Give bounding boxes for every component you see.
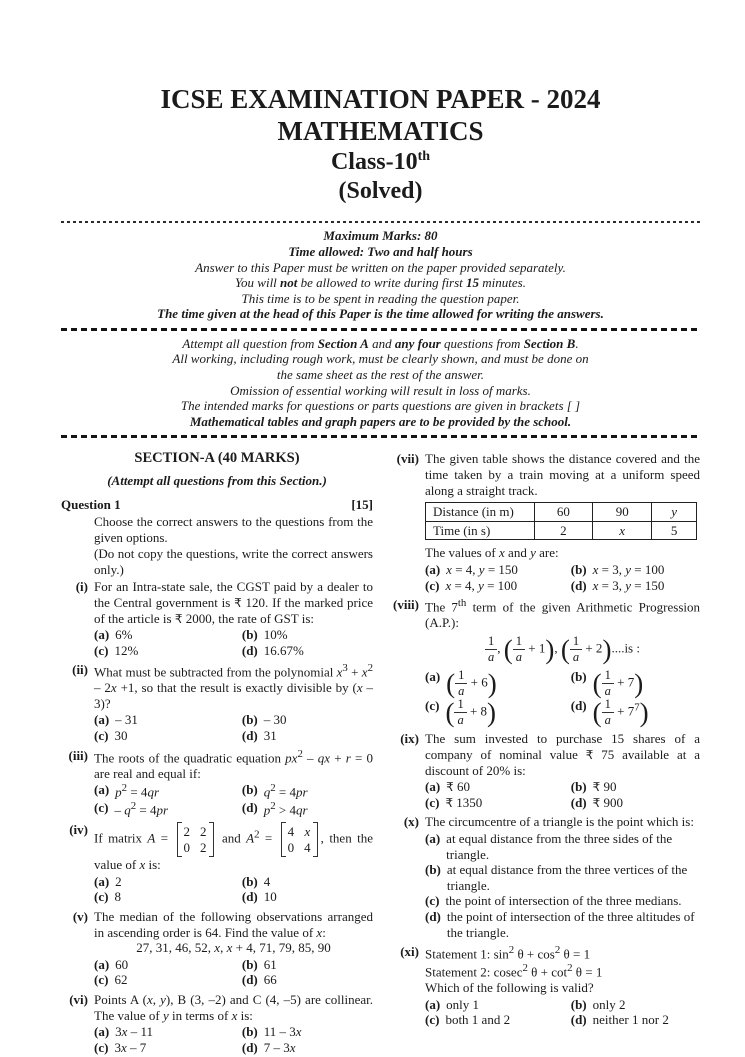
option	[242, 972, 373, 988]
option-text: 4	[263, 873, 271, 889]
option	[242, 889, 373, 905]
option	[94, 712, 242, 728]
question-text: The roots of the quadratic equation $px^2$ – qx + r = 0 are real and equal if:	[94, 747, 373, 781]
option	[94, 1040, 242, 1056]
question-text: The circumcentre of a triangle is the point which is:	[425, 814, 694, 830]
option-letter: (b)	[241, 956, 258, 972]
option-text: ₹ 1350	[445, 794, 483, 810]
question-number: (i)	[75, 579, 88, 595]
option-letter: (a)	[425, 668, 441, 684]
option-text: 8	[114, 889, 121, 905]
option-text: $p^2 = 4qr$	[115, 782, 159, 800]
question-subtext: The values of x and y are:	[425, 545, 559, 561]
options	[94, 1024, 373, 1055]
option-text: at equal distance from the three vertices of the triangle.	[446, 862, 688, 893]
option-letter: (a)	[425, 562, 441, 577]
option-text: x = 3, y = 100	[592, 562, 665, 577]
option	[425, 669, 571, 698]
option	[571, 698, 700, 727]
option-letter: (b)	[570, 668, 587, 684]
option	[425, 795, 571, 811]
option	[425, 997, 571, 1013]
option	[425, 909, 700, 940]
section-heading: SECTION-A (40 MARKS)	[134, 450, 300, 467]
question-number: (x)	[403, 814, 419, 830]
option-letter: (a)	[94, 873, 110, 889]
option-text: ( $\frac{1}{a}$ + $7^7$)	[592, 697, 649, 728]
option-letter: (b)	[570, 779, 587, 795]
notice-line: Attempt all question from Section A and any four questions from Section B.	[182, 335, 579, 351]
option-text: 7 – 3x	[263, 1039, 296, 1055]
question-number: (ix)	[400, 731, 419, 747]
dashed-rule-bottom	[61, 435, 700, 438]
notice-line: The time given at the head of this Paper is the time allowed for writing the answers.	[157, 306, 604, 322]
option-letter: (c)	[94, 642, 109, 658]
options	[94, 782, 373, 818]
question-number: (vi)	[69, 991, 88, 1007]
question-1-instruction-note: (Do not copy the questions, write the correct answers only.)	[94, 546, 373, 577]
table-cell: Time (in s)	[426, 521, 535, 540]
option	[242, 874, 373, 890]
question-x	[388, 814, 700, 942]
option-text: 62	[114, 972, 128, 988]
option	[94, 957, 242, 973]
option-letter: (b)	[241, 873, 258, 889]
option-letter: (d)	[241, 728, 258, 744]
question-1-instruction: Choose the correct answers to the questions from the given options.	[94, 514, 373, 545]
table-cell: 60	[534, 503, 593, 522]
question-ix	[388, 731, 700, 812]
option-text: – 31	[115, 712, 138, 728]
question-iv	[61, 822, 373, 907]
options	[94, 874, 373, 905]
option-text: 66	[263, 972, 277, 988]
question-number: (xi)	[400, 944, 419, 960]
option	[242, 800, 373, 818]
option-text: – 30	[263, 712, 287, 728]
observation-values: 27, 31, 46, 52, x, x + 4, 71, 79, 85, 90	[136, 940, 331, 956]
option-letter: (d)	[425, 908, 441, 924]
notice-line: Answer to this Paper must be written on the paper provided separately.	[195, 259, 566, 275]
option-text: 12%	[114, 642, 139, 658]
option-text: 3x – 11	[115, 1024, 153, 1040]
option-text: the point of intersection of the three medians.	[445, 893, 682, 909]
paper-class: Class-10th	[330, 148, 431, 175]
notice-line: You will not be allowed to write during first 15 minutes.	[235, 275, 526, 291]
table-cell: Distance (in m)	[426, 503, 535, 522]
option	[425, 1012, 571, 1028]
option-letter: (c)	[425, 698, 440, 714]
table-cell: 5	[652, 521, 697, 540]
option	[571, 779, 700, 795]
option-letter: (c)	[94, 728, 109, 744]
option	[571, 562, 700, 578]
option-letter: (a)	[425, 996, 441, 1012]
option-letter: (b)	[241, 782, 258, 798]
option-text: – $q^2 = 4pr$	[114, 800, 169, 818]
statement-2: Statement 2: cosec$^2$ $\theta + \cot^2 \theta = 1$	[425, 962, 603, 980]
paper-header	[61, 84, 700, 205]
option-text: 31	[263, 728, 277, 744]
option-text: ( $\frac{1}{a}$ + 6)	[446, 667, 497, 699]
option-text: at equal distance from the three sides of the triangle.	[446, 831, 673, 862]
options	[94, 712, 373, 743]
table-row	[426, 503, 697, 522]
statement-1: Statement 1: $\sin^2 \theta + \cos^2 \theta = 1$	[425, 944, 591, 962]
option-text: 11 – 3x	[263, 1024, 302, 1040]
option	[242, 712, 373, 728]
question-number: (viii)	[393, 597, 419, 613]
option-letter: (c)	[94, 972, 109, 988]
notice-line: This time is to be spent in reading the question paper.	[241, 290, 520, 306]
distance-time-table	[425, 502, 697, 540]
option-text: $q^2 = 4pr$	[263, 782, 308, 800]
option	[425, 779, 571, 795]
question-v	[61, 909, 373, 990]
option-letter: (a)	[425, 831, 441, 847]
option	[425, 862, 700, 893]
option-letter: (a)	[94, 782, 110, 798]
option	[425, 893, 700, 909]
notice-line: Omission of essential working will result in loss of marks.	[230, 382, 531, 398]
question-text: Points A (x, y), B (3, –2) and C (4, –5) are collinear. The value of y in terms of x is:	[94, 991, 374, 1023]
option-text: x = 3, y = 150	[592, 577, 665, 593]
option-text: only 1	[446, 996, 480, 1012]
left-column	[61, 449, 373, 1057]
option-letter: (b)	[570, 996, 587, 1012]
ap-sequence-expression: $\frac{1}{a}$ , ( $\frac{1}{a}$ + 1), ( $\frac{1}{a}$ + 2)....is :	[425, 635, 700, 664]
option	[571, 669, 700, 698]
table-cell: 90	[593, 503, 652, 522]
option-letter: (a)	[425, 779, 441, 795]
option-text: both 1 and 2	[445, 1012, 511, 1028]
option	[425, 578, 571, 594]
option-text: 61	[263, 956, 277, 972]
option-text: 30	[114, 728, 128, 744]
notice-line: All working, including rough work, must be clearly shown, and must be done on	[172, 351, 589, 367]
option	[242, 957, 373, 973]
option	[425, 562, 571, 578]
option	[242, 728, 373, 744]
time-allowed: Time allowed: Two and half hours	[288, 243, 473, 259]
option-letter: (d)	[241, 800, 258, 816]
option-letter: (d)	[241, 642, 258, 658]
option-letter: (d)	[570, 1012, 587, 1028]
option-letter: (b)	[241, 1024, 258, 1040]
question-vii	[388, 451, 700, 595]
question-text: The given table shows the distance covered and the time taken by a train moving at a uniform speed along a straight track.	[425, 451, 700, 498]
question-1-label: Question 1	[61, 497, 121, 513]
option-letter: (c)	[425, 1012, 440, 1028]
option	[242, 1040, 373, 1056]
option-letter: (b)	[241, 712, 258, 728]
options	[425, 779, 700, 810]
option-letter: (d)	[241, 889, 258, 905]
question-vi	[61, 992, 373, 1057]
question-viii	[388, 597, 700, 729]
option-letter: (c)	[425, 577, 440, 593]
question-number: (iv)	[69, 822, 88, 838]
option-text: x = 4, y = 100	[445, 577, 518, 593]
question-text: What must be subtracted from the polynomial $x^3 + x^2 - 2x +1$, so that the result is exactly divisible by (x – 3)?	[94, 662, 374, 711]
question-1-header	[61, 497, 373, 513]
option-text: 10	[263, 889, 277, 905]
question-text: For an Intra-state sale, the CGST paid by a dealer to the Central government is ₹ 120. If the marked price of the article is ₹ 2000, the rate of GST is:	[94, 579, 373, 626]
question-text: If matrix A = 2 2 0 2 and $A^2$ = 4 x 0 4 , then the value of x is:	[94, 824, 373, 873]
option-letter: (a)	[94, 712, 110, 728]
option-letter: (c)	[94, 1039, 109, 1055]
option	[242, 782, 373, 800]
options	[425, 831, 700, 940]
option	[94, 889, 242, 905]
option-text: ₹ 60	[446, 779, 471, 795]
option-letter: (b)	[241, 627, 258, 643]
question-xi	[388, 944, 700, 1030]
options	[425, 562, 700, 593]
notice-line: The intended marks for questions or parts questions are given in brackets [ ]	[180, 398, 581, 414]
option	[94, 782, 242, 800]
table-cell: y	[652, 503, 697, 522]
section-subheading: (Attempt all questions from this Section.)	[107, 472, 327, 488]
question-number: (v)	[72, 908, 88, 924]
option	[94, 728, 242, 744]
question-text: The sum invested to purchase 15 shares of a company of nominal value ₹ 75 available at a discount of 20% is:	[425, 731, 700, 778]
option	[94, 800, 242, 818]
option-text: x = 4, y = 150	[446, 562, 518, 577]
question-number: (iii)	[68, 747, 88, 763]
paper-solved-label: (Solved)	[338, 177, 423, 204]
option-text: ₹ 900	[592, 794, 623, 810]
paper-title: ICSE EXAMINATION PAPER - 2024	[160, 84, 601, 114]
option-text: 10%	[263, 627, 288, 643]
options	[94, 957, 373, 988]
options	[94, 627, 373, 658]
table-cell: x	[593, 521, 652, 540]
option	[571, 1012, 700, 1028]
exam-notice-block-2	[61, 331, 700, 436]
option-text: the point of intersection of the three altitudes of the triangle.	[446, 908, 695, 940]
option-letter: (a)	[94, 956, 110, 972]
option-text: neither 1 nor 2	[592, 1012, 669, 1028]
option-text: 16.67%	[263, 642, 304, 658]
option	[94, 1024, 242, 1040]
question-1-marks: [15]	[351, 497, 373, 513]
option-letter: (c)	[94, 800, 109, 816]
option	[94, 874, 242, 890]
option-letter: (d)	[241, 1039, 258, 1055]
option-text: 3x – 7	[114, 1039, 147, 1055]
option-letter: (c)	[94, 889, 109, 905]
question-text: The 7th term of the given Arithmetic Progression (A.P.):	[425, 597, 700, 631]
option-text: 2	[115, 873, 122, 889]
question-ii	[61, 662, 373, 745]
option-letter: (a)	[94, 627, 110, 643]
option-text: $p^2 > 4qr$	[263, 800, 308, 818]
option	[425, 698, 571, 727]
option	[94, 627, 242, 643]
option-text: ₹ 90	[592, 779, 617, 795]
option	[94, 643, 242, 659]
option	[242, 1024, 373, 1040]
option-letter: (d)	[570, 794, 587, 810]
question-iii	[61, 748, 373, 820]
option	[571, 578, 700, 594]
notice-line: the same sheet as the rest of the answer.	[276, 367, 485, 383]
question-text: The median of the following observations arranged in ascending order is 64. Find the value of x:	[94, 908, 373, 940]
two-column-body	[61, 449, 700, 1057]
max-marks: Maximum Marks: 80	[323, 228, 438, 244]
exam-notice-block-1	[61, 223, 700, 328]
options	[425, 669, 700, 728]
option	[571, 997, 700, 1013]
option-text: ( $\frac{1}{a}$ + 7)	[592, 667, 644, 699]
option-letter: (d)	[241, 972, 258, 988]
option-letter: (a)	[94, 1024, 110, 1040]
option-letter: (c)	[425, 794, 440, 810]
option	[242, 627, 373, 643]
option	[571, 795, 700, 811]
option-letter: (b)	[570, 562, 587, 577]
right-column	[388, 449, 700, 1057]
paper-subject: MATHEMATICS	[277, 115, 484, 146]
option-letter: (d)	[570, 698, 587, 714]
notice-line: Mathematical tables and graph papers are to be provided by the school.	[189, 413, 572, 429]
option-text: ( $\frac{1}{a}$ + 8)	[445, 697, 497, 728]
question-i	[61, 579, 373, 660]
option-letter: (c)	[425, 893, 440, 909]
option-letter: (b)	[425, 862, 441, 878]
option-text: 6%	[115, 627, 133, 643]
question-number: (ii)	[72, 662, 88, 678]
option	[94, 972, 242, 988]
option	[425, 831, 700, 862]
question-number: (vii)	[396, 451, 419, 467]
options	[425, 997, 700, 1028]
option-letter: (d)	[570, 577, 587, 593]
option	[242, 643, 373, 659]
option-text: 60	[115, 956, 129, 972]
table-cell: 2	[534, 521, 593, 540]
question-subtext: Which of the following is valid?	[425, 980, 594, 996]
option-text: only 2	[592, 996, 626, 1012]
table-row	[426, 521, 697, 540]
